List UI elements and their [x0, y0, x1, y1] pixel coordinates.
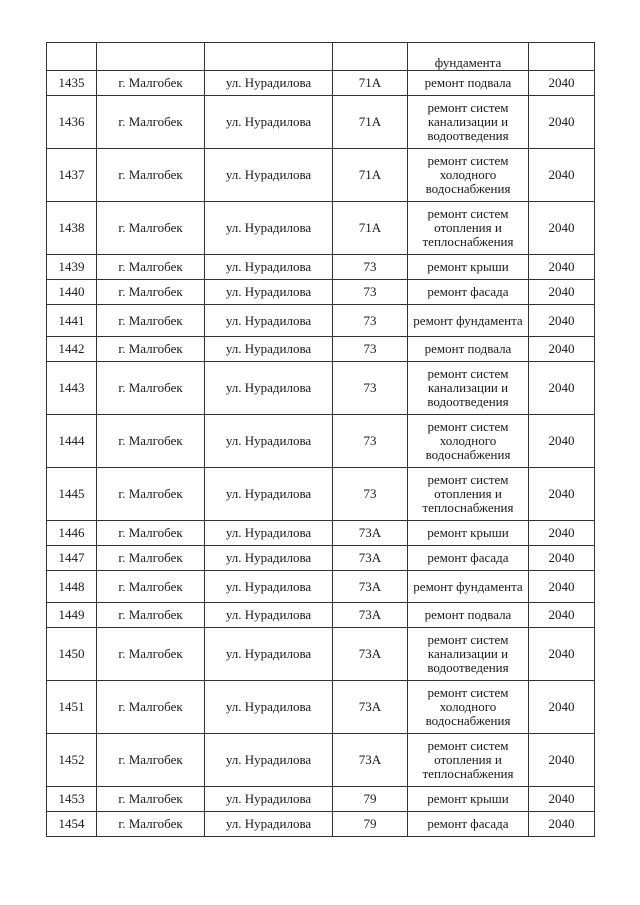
table-row	[47, 734, 595, 787]
cell-city: г. Малгобек	[97, 96, 205, 149]
cell-city: г. Малгобек	[97, 202, 205, 255]
cell-street: ул. Нурадилова	[205, 681, 333, 734]
table-row	[47, 337, 595, 362]
cell-street: ул. Нурадилова	[205, 337, 333, 362]
cell-house: 73	[333, 337, 408, 362]
cell-street: ул. Нурадилова	[205, 149, 333, 202]
cell-house: 73А	[333, 521, 408, 546]
cell-street: ул. Нурадилова	[205, 546, 333, 571]
cell-num: 1445	[47, 468, 97, 521]
cell-year: 2040	[529, 362, 595, 415]
cell-house: 73	[333, 280, 408, 305]
cell-num: 1451	[47, 681, 97, 734]
cell-num: 1447	[47, 546, 97, 571]
cell-street: ул. Нурадилова	[205, 362, 333, 415]
cell-work: ремонт систем отопления и теплоснабжения	[408, 734, 529, 787]
table-row	[47, 603, 595, 628]
cell-num	[47, 43, 97, 71]
table-row	[47, 149, 595, 202]
table-row-continued	[47, 43, 595, 71]
cell-city: г. Малгобек	[97, 603, 205, 628]
cell-house: 73	[333, 255, 408, 280]
cell-house: 71А	[333, 96, 408, 149]
table-row	[47, 362, 595, 415]
cell-year: 2040	[529, 280, 595, 305]
cell-work: ремонт крыши	[408, 787, 529, 812]
cell-year: 2040	[529, 521, 595, 546]
cell-house: 73	[333, 362, 408, 415]
cell-work: ремонт фасада	[408, 812, 529, 837]
cell-house: 71А	[333, 202, 408, 255]
cell-street: ул. Нурадилова	[205, 468, 333, 521]
cell-house: 79	[333, 787, 408, 812]
cell-work: ремонт систем канализации и водоотведения	[408, 362, 529, 415]
cell-city: г. Малгобек	[97, 734, 205, 787]
cell-house: 73	[333, 415, 408, 468]
cell-year: 2040	[529, 468, 595, 521]
cell-street: ул. Нурадилова	[205, 628, 333, 681]
cell-num: 1440	[47, 280, 97, 305]
table-row	[47, 96, 595, 149]
table-row	[47, 787, 595, 812]
cell-work: ремонт систем холодного водоснабжения	[408, 149, 529, 202]
cell-year: 2040	[529, 202, 595, 255]
cell-num: 1446	[47, 521, 97, 546]
cell-year: 2040	[529, 571, 595, 603]
cell-year: 2040	[529, 305, 595, 337]
cell-num: 1437	[47, 149, 97, 202]
cell-work: ремонт подвала	[408, 603, 529, 628]
cell-year: 2040	[529, 812, 595, 837]
table-row	[47, 202, 595, 255]
cell-city: г. Малгобек	[97, 681, 205, 734]
cell-year: 2040	[529, 734, 595, 787]
cell-num: 1438	[47, 202, 97, 255]
cell-street: ул. Нурадилова	[205, 812, 333, 837]
cell-year: 2040	[529, 787, 595, 812]
cell-year: 2040	[529, 681, 595, 734]
cell-city	[97, 43, 205, 71]
cell-city: г. Малгобек	[97, 812, 205, 837]
cell-num: 1450	[47, 628, 97, 681]
cell-year: 2040	[529, 603, 595, 628]
cell-house: 79	[333, 812, 408, 837]
cell-street	[205, 43, 333, 71]
cell-city: г. Малгобек	[97, 787, 205, 812]
cell-work: ремонт крыши	[408, 521, 529, 546]
cell-work: ремонт подвала	[408, 71, 529, 96]
cell-house: 73	[333, 305, 408, 337]
cell-street: ул. Нурадилова	[205, 521, 333, 546]
table-row	[47, 681, 595, 734]
cell-work: ремонт систем канализации и водоотведения	[408, 628, 529, 681]
cell-house: 73	[333, 468, 408, 521]
cell-work: ремонт систем холодного водоснабжения	[408, 415, 529, 468]
table-row	[47, 468, 595, 521]
cell-city: г. Малгобек	[97, 468, 205, 521]
cell-year: 2040	[529, 546, 595, 571]
cell-num: 1452	[47, 734, 97, 787]
table-row	[47, 71, 595, 96]
table-row	[47, 571, 595, 603]
cell-work: ремонт фундамента	[408, 305, 529, 337]
cell-year: 2040	[529, 149, 595, 202]
cell-year	[529, 43, 595, 71]
cell-year: 2040	[529, 415, 595, 468]
table-row	[47, 812, 595, 837]
cell-year: 2040	[529, 337, 595, 362]
registry-table-body	[47, 43, 595, 837]
cell-year: 2040	[529, 96, 595, 149]
cell-street: ул. Нурадилова	[205, 280, 333, 305]
cell-city: г. Малгобек	[97, 571, 205, 603]
cell-work: ремонт фундамента	[408, 571, 529, 603]
table-row	[47, 255, 595, 280]
table-row	[47, 415, 595, 468]
cell-street: ул. Нурадилова	[205, 96, 333, 149]
table-row	[47, 305, 595, 337]
cell-work: ремонт систем канализации и водоотведения	[408, 96, 529, 149]
cell-street: ул. Нурадилова	[205, 787, 333, 812]
cell-city: г. Малгобек	[97, 337, 205, 362]
cell-house	[333, 43, 408, 71]
cell-num: 1449	[47, 603, 97, 628]
cell-house: 73А	[333, 628, 408, 681]
cell-work: ремонт систем отопления и теплоснабжения	[408, 468, 529, 521]
cell-num: 1436	[47, 96, 97, 149]
table-row	[47, 521, 595, 546]
cell-city: г. Малгобек	[97, 546, 205, 571]
cell-num: 1442	[47, 337, 97, 362]
cell-work: фундамента	[408, 43, 529, 71]
cell-street: ул. Нурадилова	[205, 415, 333, 468]
cell-street: ул. Нурадилова	[205, 71, 333, 96]
cell-num: 1454	[47, 812, 97, 837]
registry-table	[46, 42, 595, 837]
cell-city: г. Малгобек	[97, 521, 205, 546]
cell-house: 73А	[333, 603, 408, 628]
cell-street: ул. Нурадилова	[205, 603, 333, 628]
cell-work: ремонт систем холодного водоснабжения	[408, 681, 529, 734]
cell-city: г. Малгобек	[97, 255, 205, 280]
cell-num: 1453	[47, 787, 97, 812]
cell-house: 71А	[333, 71, 408, 96]
cell-num: 1443	[47, 362, 97, 415]
cell-year: 2040	[529, 255, 595, 280]
cell-work: ремонт систем отопления и теплоснабжения	[408, 202, 529, 255]
cell-work: ремонт крыши	[408, 255, 529, 280]
cell-work: ремонт фасада	[408, 280, 529, 305]
cell-street: ул. Нурадилова	[205, 305, 333, 337]
cell-num: 1439	[47, 255, 97, 280]
cell-city: г. Малгобек	[97, 628, 205, 681]
cell-house: 73А	[333, 546, 408, 571]
cell-city: г. Малгобек	[97, 362, 205, 415]
cell-num: 1448	[47, 571, 97, 603]
cell-city: г. Малгобек	[97, 71, 205, 96]
cell-work: ремонт подвала	[408, 337, 529, 362]
cell-year: 2040	[529, 71, 595, 96]
cell-num: 1444	[47, 415, 97, 468]
cell-house: 73А	[333, 571, 408, 603]
cell-num: 1441	[47, 305, 97, 337]
cell-house: 73А	[333, 734, 408, 787]
table-row	[47, 628, 595, 681]
cell-street: ул. Нурадилова	[205, 734, 333, 787]
cell-num: 1435	[47, 71, 97, 96]
cell-city: г. Малгобек	[97, 280, 205, 305]
cell-street: ул. Нурадилова	[205, 202, 333, 255]
cell-house: 73А	[333, 681, 408, 734]
cell-city: г. Малгобек	[97, 305, 205, 337]
cell-work: ремонт фасада	[408, 546, 529, 571]
cell-city: г. Малгобек	[97, 149, 205, 202]
cell-city: г. Малгобек	[97, 415, 205, 468]
table-row	[47, 546, 595, 571]
table-row	[47, 280, 595, 305]
cell-house: 71А	[333, 149, 408, 202]
cell-street: ул. Нурадилова	[205, 255, 333, 280]
cell-year: 2040	[529, 628, 595, 681]
cell-street: ул. Нурадилова	[205, 571, 333, 603]
